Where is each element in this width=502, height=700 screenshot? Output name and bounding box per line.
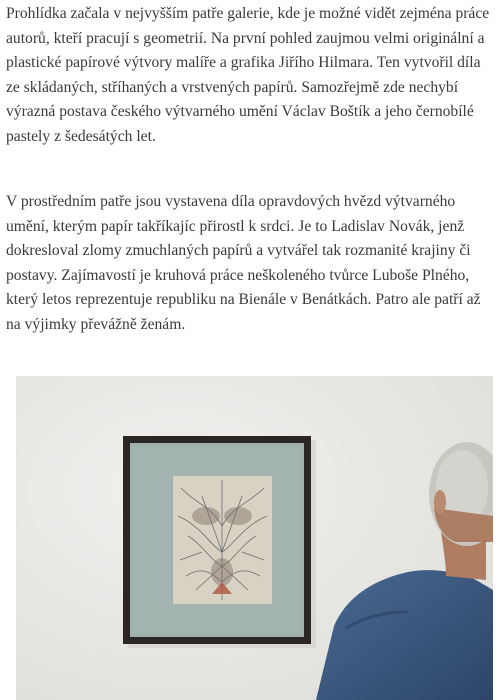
framed-artwork — [123, 436, 311, 644]
article-photo[interactable] — [16, 376, 493, 700]
gallery-photo-illustration — [16, 376, 493, 700]
article-paragraph: Prohlídka začala v nejvyšším patře galerie, kde je možné vidět zejména práce autorů, kteří pracují s geometrií. Na první pohled zaujmou velmi originální a plastické papírové výtvory malíře a grafika Jiřího Hilmara. Ten vytvořil díla ze skládaných, stříhaných a vrstvených papírů. Samozřejmě zde nechybí výrazná postava českého výtvarného umění Václav Boštík a jeho černobílé pastely z šedesátých let. — [6, 5, 490, 145]
article-paragraph: V prostředním patře jsou vystavena díla opravdových hvězd výtvarného umění, kterým papír takříkajíc přirostl k srdci. Je to Ladislav Novák, jenž dokresloval zlomy zmuchlaných papírů a vytvářel tak rozmanité krajiny či postavy. Zajímavostí je kruhová práce neškoleného tvůrce Luboše Plného, který letos reprezentuje republiku na Bienále v Benátkách. Patro ale patří až na výjimky převážně ženám. — [6, 193, 481, 333]
